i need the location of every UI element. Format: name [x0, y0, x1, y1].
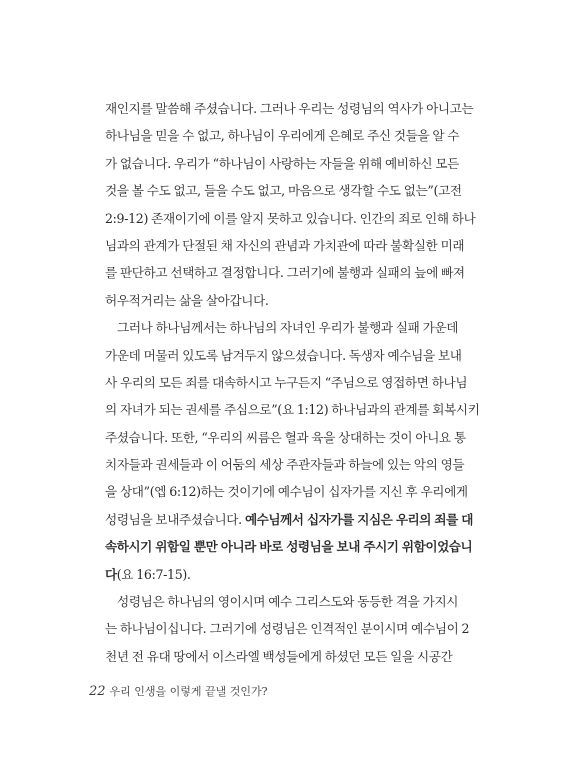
text-line: 것을 볼 수도 없고, 들을 수도 없고, 마음으로 생각할 수도 없는”(고전	[105, 183, 462, 199]
text-line: 가 없습니다. 우리가 “하나님이 사랑하는 자들을 위해 예비하신 모든	[105, 155, 459, 171]
text-line: 천년 전 유대 땅에서 이스라엘 백성들에게 하셨던 모든 일을 시공간	[105, 648, 453, 664]
text-line: 을 상대”(엡 6:12)하는 것이기에 예수님이 십자가를 지신 후 우리에게	[105, 484, 468, 500]
text-line: 치자들과 권세들과 이 어둠의 세상 주관자들과 하늘에 있는 악의 영들	[105, 457, 465, 473]
text-segment: 성령님을 보내주셨습니다.	[105, 511, 242, 527]
emphasis-text: 속하시기 위함일 뿐만 아니라 바로 성령님을 보내 주시기 위함이었습니	[105, 539, 473, 555]
text-line: 는 하나님이십니다. 그러기에 성령님은 인격적인 분이시며 예수님이 2	[105, 621, 470, 637]
emphasis-text: 예수님께서 십자가를 지심은 우리의 죄를 대	[244, 511, 473, 527]
book-title: 우리 인생을 이렇게 끝낼 것인가?	[109, 685, 268, 698]
text-line: 2:9-12) 존재이기에 이를 알지 못하고 있습니다. 인간의 죄로 인해 하나	[105, 210, 476, 226]
text-line: 성령님은 하나님의 영이시며 예수 그리스도와 동등한 격을 가지시	[117, 594, 459, 610]
text-line: 를 판단하고 선택하고 결정합니다. 그러기에 불행과 실패의 늪에 빠져	[105, 265, 465, 281]
text-line-mixed	[105, 561, 475, 588]
text-line: 가운데 머물러 있도록 남겨두지 않으셨습니다. 독생자 예수님을 보내	[105, 347, 462, 363]
text-line: 하나님을 믿을 수 없고, 하나님이 우리에게 은혜로 주신 것들을 알 수	[105, 128, 460, 144]
body-text	[105, 95, 480, 670]
text-line: 사 우리의 모든 죄를 대속하시고 누구든지 “주님으로 영접하면 하나님	[105, 374, 468, 390]
text-line: 의 자녀가 되는 권세를 주심으로”(요 1:12) 하나님과의 관계를 회복시키	[105, 402, 480, 418]
text-line: 주셨습니다. 또한, “우리의 씨름은 혈과 육을 상대하는 것이 아니요 통	[105, 429, 466, 445]
emphasis-text: 다	[105, 566, 117, 582]
text-line-mixed	[105, 506, 475, 533]
page-footer	[89, 683, 268, 699]
page-number: 22	[89, 684, 106, 699]
text-line: 님과의 관계가 단절된 채 자신의 관념과 가치관에 따라 불확실한 미래	[105, 237, 465, 253]
scripture-reference: (요 16:7-15).	[116, 566, 191, 582]
text-line: 재인지를 말씀해 주셨습니다. 그러나 우리는 성령님의 역사가 아니고는	[105, 101, 474, 116]
text-line: 그러나 하나님께서는 하나님의 자녀인 우리가 불행과 실패 가운데	[117, 320, 459, 336]
text-line: 허우적거리는 삶을 살아갑니다.	[105, 292, 269, 308]
